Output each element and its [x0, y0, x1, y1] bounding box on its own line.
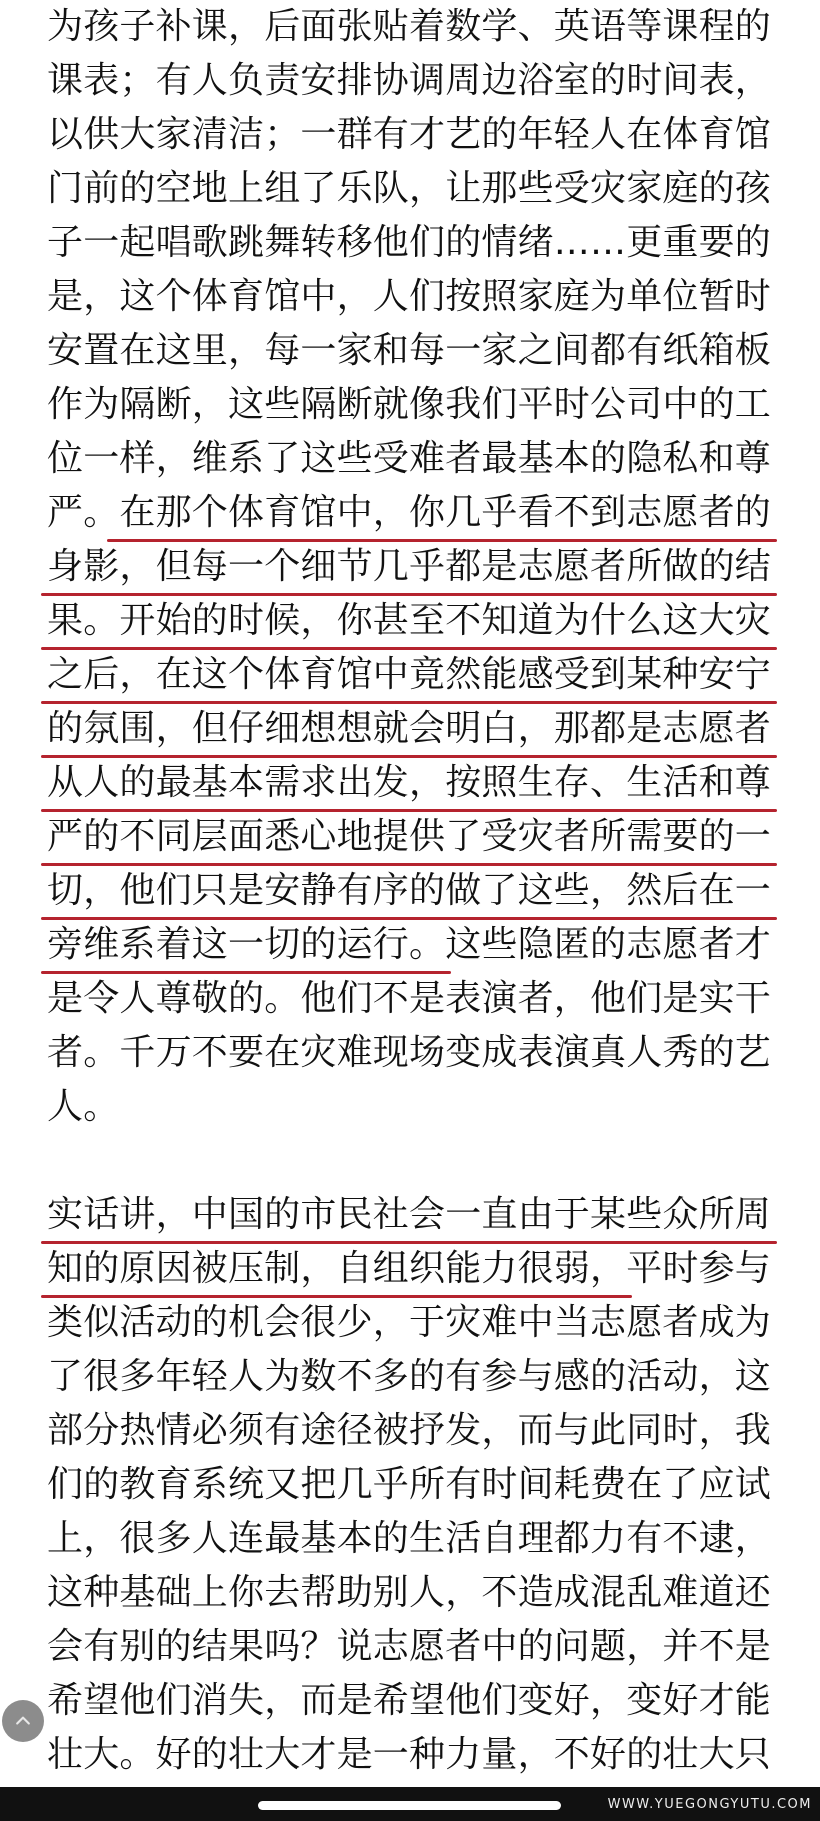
text-segment: 是，这个体育馆中，人们按照家庭为单位暂时 — [47, 276, 772, 317]
text-line — [47, 1296, 787, 1350]
text-line — [47, 540, 787, 594]
text-line — [47, 486, 787, 540]
text-segment: 为孩子补课，后面张贴着数学、英语等课程的 — [47, 6, 772, 47]
text-segment: 这些隐匿的志愿者才 — [445, 924, 772, 965]
underlined-text: 在那个体育馆中，你几乎看不到志愿者的 — [119, 486, 771, 540]
underlined-text: 果。开始的时候，你甚至不知道为什么这大灾 — [47, 594, 771, 648]
underlined-text: 切，他们只是安静有序的做了这些，然后在一 — [47, 864, 771, 918]
text-segment: 以供大家清洁；一群有才艺的年轻人在体育馆 — [47, 114, 772, 155]
text-segment: 部分热情必须有途径被抒发，而与此同时，我 — [47, 1410, 772, 1451]
underlined-text: 从人的最基本需求出发，按照生存、生活和尊 — [47, 756, 771, 810]
text-line — [47, 1620, 787, 1674]
chevron-up-icon — [13, 1711, 33, 1731]
text-line — [47, 1566, 787, 1620]
text-line — [47, 702, 787, 756]
text-line — [47, 216, 787, 270]
underlined-text: 之后，在这个体育馆中竟然能感受到某种安宁 — [47, 648, 771, 702]
text-segment: 壮大。好的壮大才是一种力量，不好的壮大只 — [47, 1734, 772, 1775]
text-line — [47, 432, 787, 486]
home-indicator[interactable] — [258, 1801, 561, 1810]
text-line — [47, 1458, 787, 1512]
text-segment: 子一起唱歌跳舞转移他们的情绪……更重要的 — [47, 222, 772, 263]
scroll-to-top-button[interactable] — [2, 1700, 44, 1742]
underlined-text: 知的原因被压制，自组织能力很弱， — [47, 1242, 626, 1296]
text-line — [47, 594, 787, 648]
underlined-text: 的氛围，但仔细想想就会明白，那都是志愿者 — [47, 702, 771, 756]
text-segment: 作为隔断，这些隔断就像我们平时公司中的工 — [47, 384, 772, 425]
text-line — [47, 162, 787, 216]
text-segment: 是令人尊敬的。他们不是表演者，他们是实干 — [47, 978, 772, 1019]
underlined-text: 身影，但每一个细节几乎都是志愿者所做的结 — [47, 540, 771, 594]
text-line — [47, 756, 787, 810]
article-body — [47, 0, 787, 1782]
text-segment: 人。 — [47, 1086, 120, 1127]
text-segment: 这种基础上你去帮助别人，不造成混乱难道还 — [47, 1572, 772, 1613]
text-line — [47, 1188, 787, 1242]
text-segment: 者。千万不要在灾难现场变成表演真人秀的艺 — [47, 1032, 772, 1073]
text-line — [47, 1404, 787, 1458]
text-segment: 课表；有人负责安排协调周边浴室的时间表， — [47, 60, 772, 101]
text-line — [47, 972, 787, 1026]
text-line — [47, 1080, 787, 1134]
text-segment: 安置在这里，每一家和每一家之间都有纸箱板 — [47, 330, 772, 371]
text-line — [47, 864, 787, 918]
text-line — [47, 918, 787, 972]
text-line — [47, 1350, 787, 1404]
text-line — [47, 1512, 787, 1566]
underlined-text: 旁维系着这一切的运行。 — [47, 918, 445, 972]
text-line — [47, 324, 787, 378]
text-line — [47, 1674, 787, 1728]
paragraph-gap — [47, 1134, 787, 1188]
text-line — [47, 648, 787, 702]
text-segment: 会有别的结果吗？说志愿者中的问题，并不是 — [47, 1626, 772, 1667]
text-segment: 们的教育系统又把几乎所有时间耗费在了应试 — [47, 1464, 772, 1505]
text-segment: 平时参与 — [626, 1248, 772, 1289]
watermark: WWW.YUEGONGYUTU.COM — [607, 1797, 812, 1812]
underlined-text: 实话讲，中国的市民社会一直由于某些众所周 — [47, 1188, 771, 1242]
text-line — [47, 1242, 787, 1296]
text-line — [47, 0, 787, 54]
underlined-text: 严的不同层面悉心地提供了受灾者所需要的一 — [47, 810, 771, 864]
text-line — [47, 810, 787, 864]
text-line — [47, 108, 787, 162]
text-line — [47, 54, 787, 108]
text-segment: 严。 — [47, 492, 120, 533]
text-segment: 门前的空地上组了乐队，让那些受灾家庭的孩 — [47, 168, 772, 209]
text-line — [47, 1728, 787, 1782]
text-segment: 希望他们消失，而是希望他们变好，变好才能 — [47, 1680, 772, 1721]
text-line — [47, 378, 787, 432]
text-segment: 位一样，维系了这些受难者最基本的隐私和尊 — [47, 438, 772, 479]
text-line — [47, 1026, 787, 1080]
text-segment: 了很多年轻人为数不多的有参与感的活动，这 — [47, 1356, 772, 1397]
text-segment: 类似活动的机会很少，于灾难中当志愿者成为 — [47, 1302, 772, 1343]
text-segment: 上，很多人连最基本的生活自理都力有不逮， — [47, 1518, 772, 1559]
text-line — [47, 270, 787, 324]
